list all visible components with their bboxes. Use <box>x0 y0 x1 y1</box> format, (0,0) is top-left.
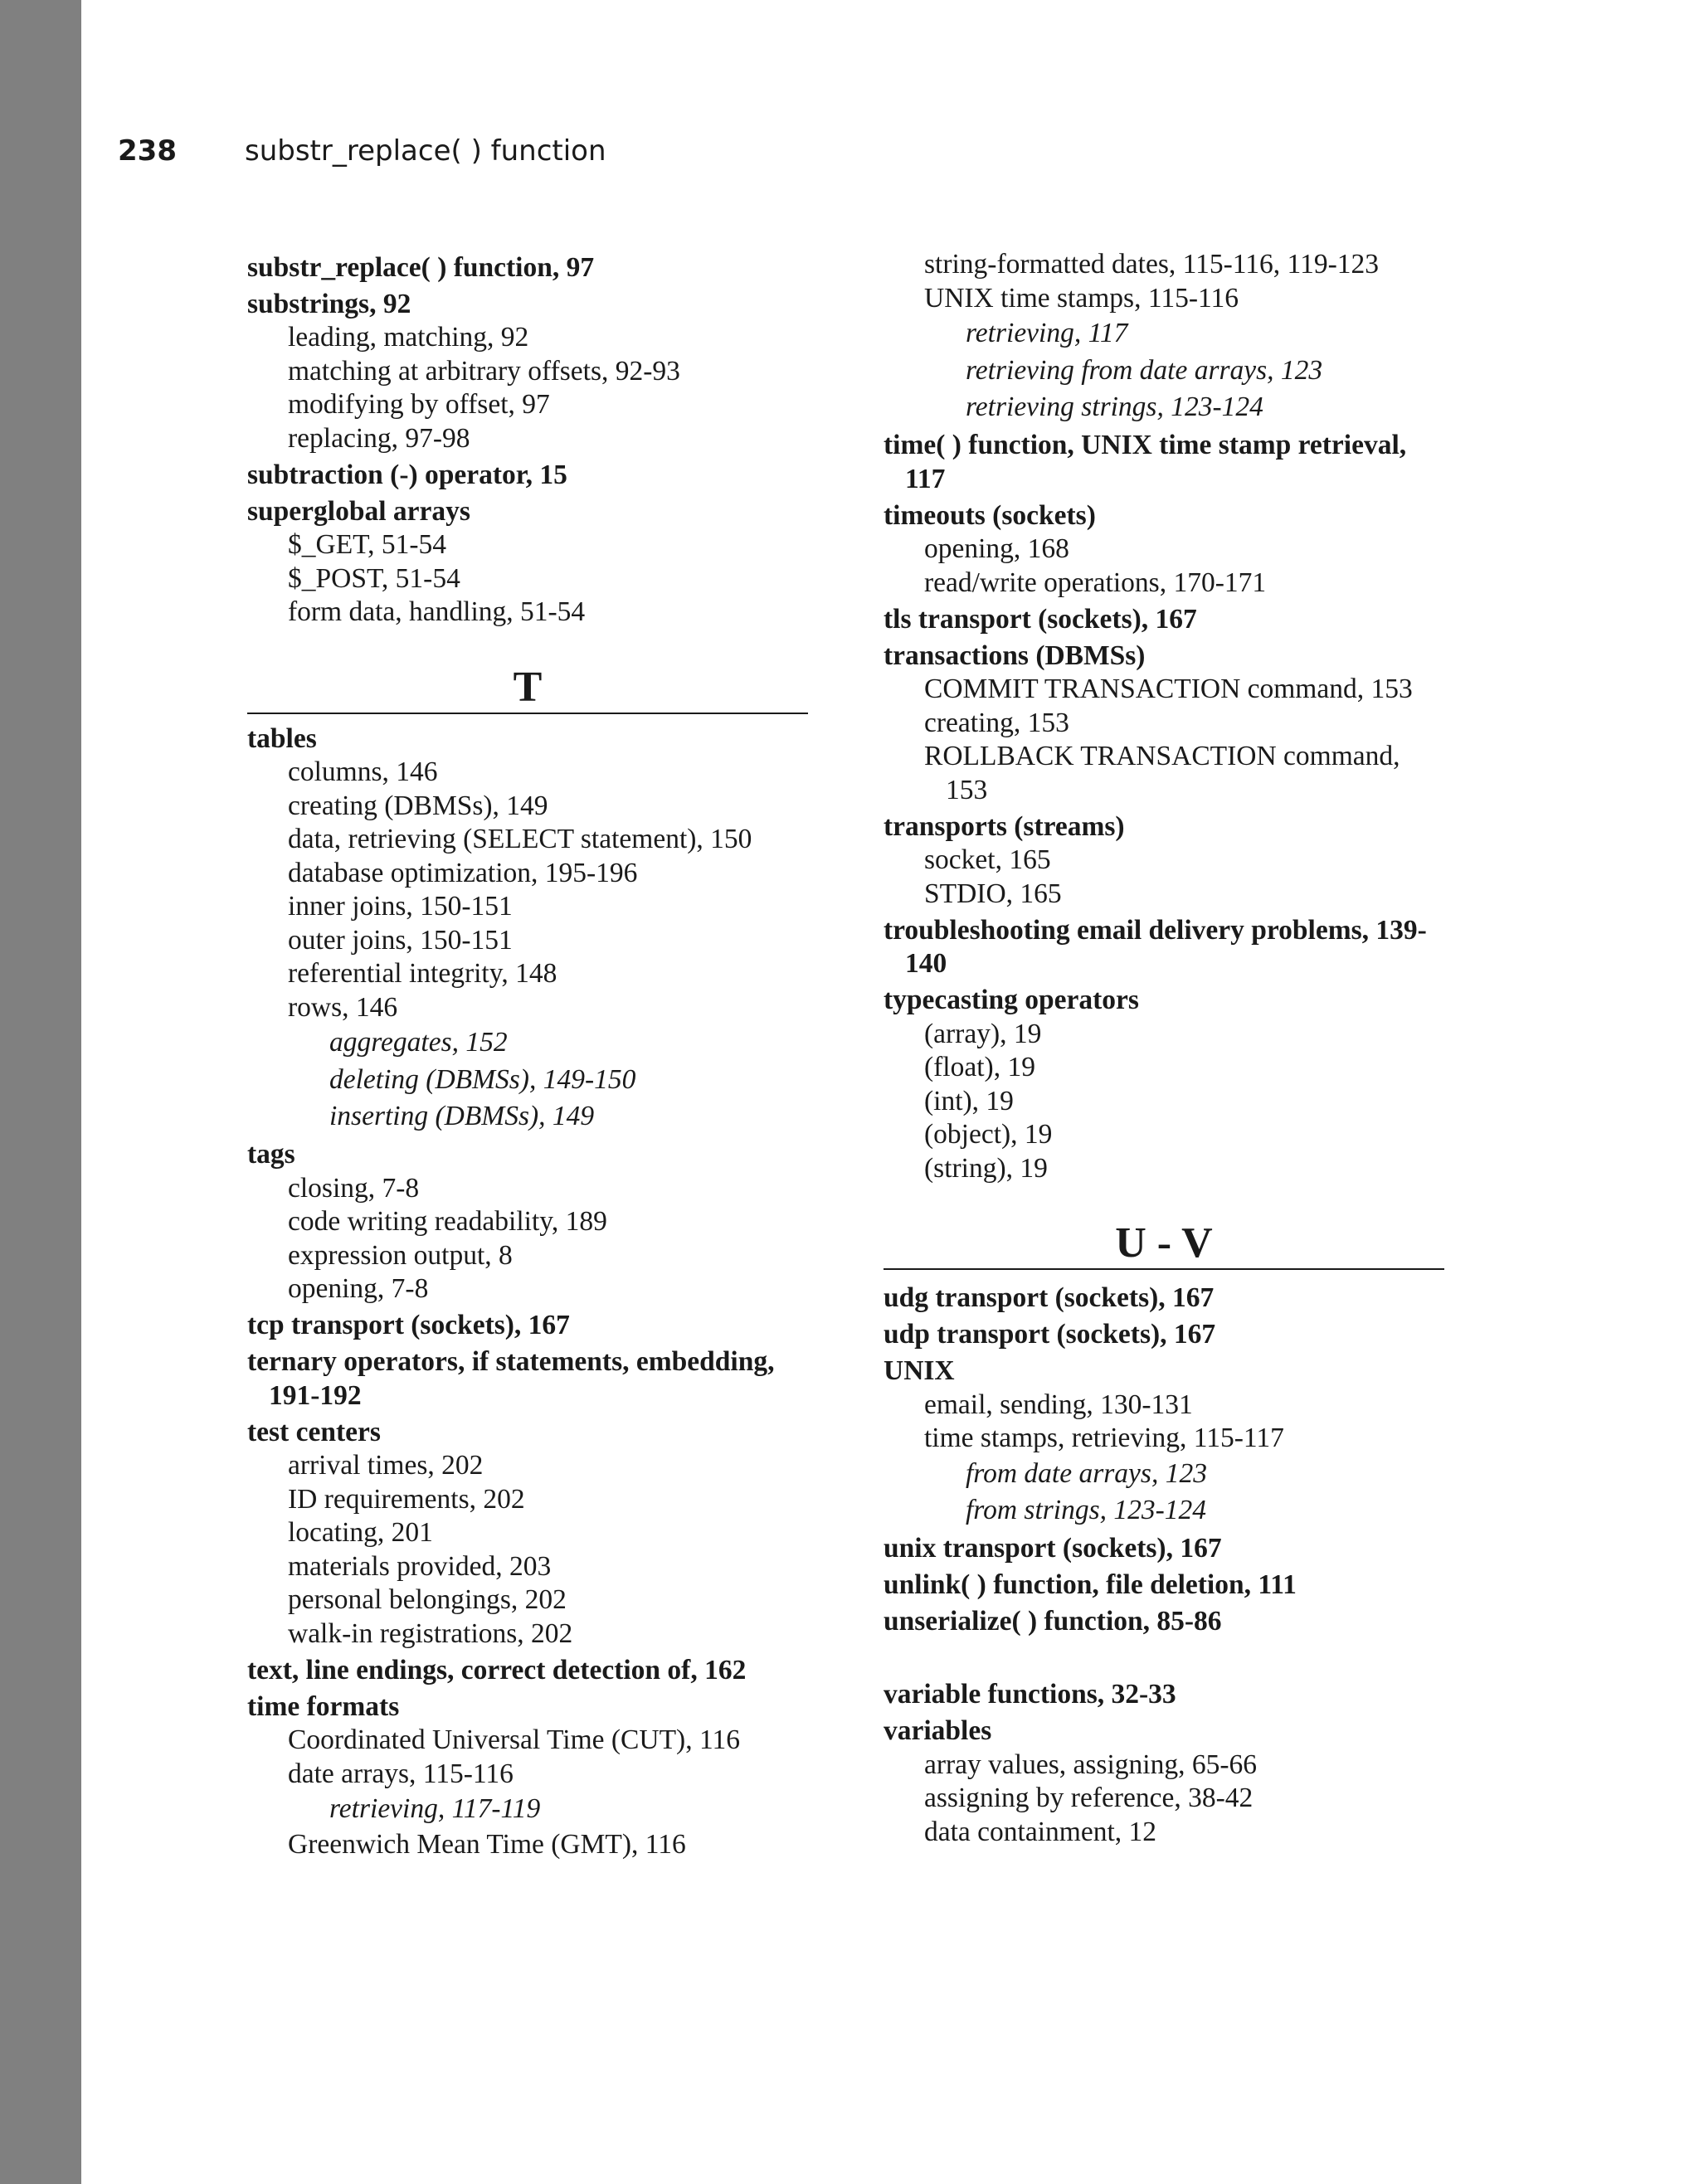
index-subentry: referential integrity, 148 <box>288 958 557 989</box>
index-column-left <box>247 248 811 1861</box>
index-entry-main: typecasting operators <box>884 985 1139 1015</box>
running-head: substr_replace( ) function <box>245 134 606 168</box>
index-subentry: UNIX time stamps, 115-116 <box>924 282 1239 314</box>
letter-gap <box>884 1639 1448 1676</box>
index-subentry: assigning by reference, 38-42 <box>924 1783 1254 1813</box>
index-entry-main: tables <box>247 722 317 754</box>
index-subsubentry: retrieving, 117-119 <box>329 1793 541 1824</box>
index-entry-main: text, line endings, correct detection of, 162 <box>247 1654 747 1685</box>
index-subsubentry: deleting (DBMSs), 149-150 <box>329 1063 636 1095</box>
entries-t-continued <box>884 248 1448 1185</box>
index-subentry: Greenwich Mean Time (GMT), 116 <box>288 1828 686 1860</box>
index-entry-main: variable functions, 32-33 <box>884 1679 1176 1710</box>
entries-s <box>247 251 811 630</box>
index-subentry: rows, 146 <box>288 991 398 1023</box>
index-subentry: ID requirements, 202 <box>288 1483 525 1515</box>
index-subentry: materials provided, 203 <box>288 1550 552 1582</box>
index-subentry: COMMIT TRANSACTION command, 153 <box>924 674 1413 704</box>
index-subentry: modifying by offset, 97 <box>288 389 550 420</box>
index-subentry: (int), 19 <box>924 1085 1014 1116</box>
index-entry-main: udp transport (sockets), 167 <box>884 1319 1216 1350</box>
index-entry-main: troubleshooting email delivery problems, 139-140 <box>884 914 1427 979</box>
index-subsubentry: aggregates, 152 <box>329 1027 508 1058</box>
index-subsubentry: inserting (DBMSs), 149 <box>329 1101 595 1131</box>
index-subentry: personal belongings, 202 <box>288 1584 567 1615</box>
index-entry-main: superglobal arrays <box>247 495 470 527</box>
index-subentry: leading, matching, 92 <box>288 322 529 353</box>
index-subentry: (object), 19 <box>924 1119 1053 1150</box>
index-subentry: expression output, 8 <box>288 1239 513 1271</box>
index-entry-main: tags <box>247 1139 295 1170</box>
index-subentry: matching at arbitrary offsets, 92-93 <box>288 355 680 387</box>
index-entry-main: time( ) function, UNIX time stamp retrieval, 117 <box>884 430 1407 494</box>
section-heading-uv: U - V <box>884 1218 1444 1270</box>
index-entry-main: tls transport (sockets), 167 <box>884 603 1197 635</box>
index-entry-main: unlink( ) function, file deletion, 111 <box>884 1569 1297 1600</box>
index-subentry: database optimization, 195-196 <box>288 857 638 888</box>
index-subentry: walk-in registrations, 202 <box>288 1617 573 1649</box>
index-subentry: string-formatted dates, 115-116, 119-123 <box>924 249 1379 280</box>
index-entry-main: UNIX <box>884 1355 955 1386</box>
index-entry-main: substr_replace( ) function, 97 <box>247 251 595 283</box>
entries-v <box>884 1678 1448 1849</box>
index-subsubentry: from strings, 123-124 <box>966 1495 1207 1525</box>
index-entry-main: timeouts (sockets) <box>884 499 1096 531</box>
index-subentry: outer joins, 150-151 <box>288 924 513 956</box>
index-subsubentry: retrieving strings, 123-124 <box>966 392 1263 422</box>
section-heading-t: T <box>247 663 808 714</box>
index-entry-main: subtraction (-) operator, 15 <box>247 459 567 490</box>
index-subentry: creating (DBMSs), 149 <box>288 790 548 821</box>
index-subentry: (array), 19 <box>924 1018 1042 1049</box>
index-subentry: closing, 7-8 <box>288 1172 420 1204</box>
index-subentry: Coordinated Universal Time (CUT), 116 <box>288 1724 740 1755</box>
index-subentry: date arrays, 115-116 <box>288 1758 514 1789</box>
index-entry-main: unix transport (sockets), 167 <box>884 1533 1222 1564</box>
index-subentry: time stamps, retrieving, 115-117 <box>924 1423 1284 1453</box>
index-subentry: form data, handling, 51-54 <box>288 596 586 627</box>
index-subentry: columns, 146 <box>288 756 438 787</box>
index-subentry: $_POST, 51-54 <box>288 562 460 594</box>
index-subentry: creating, 153 <box>924 707 1069 738</box>
index-subsubentry: retrieving from date arrays, 123 <box>966 354 1323 386</box>
index-subentry: $_GET, 51-54 <box>288 529 447 560</box>
index-subentry: ROLLBACK TRANSACTION command, 153 <box>924 741 1400 805</box>
index-subentry: array values, assigning, 65-66 <box>924 1749 1257 1780</box>
index-entry-main: time formats <box>247 1690 400 1722</box>
index-subentry: STDIO, 165 <box>924 878 1062 909</box>
index-subentry: data, retrieving (SELECT statement), 150 <box>288 824 752 854</box>
index-subsubentry: from date arrays, 123 <box>966 1457 1207 1489</box>
index-entry-main: variables <box>884 1715 992 1746</box>
index-entry-main: tcp transport (sockets), 167 <box>247 1310 570 1340</box>
index-subentry: opening, 7-8 <box>288 1273 429 1304</box>
index-column-right <box>884 248 1448 1849</box>
index-subentry: email, sending, 130-131 <box>924 1389 1193 1420</box>
index-subentry: replacing, 97-98 <box>288 422 470 454</box>
side-bar <box>0 0 81 2184</box>
index-subentry: arrival times, 202 <box>288 1450 484 1481</box>
index-subsubentry: retrieving, 117 <box>966 318 1128 348</box>
index-subentry: data containment, 12 <box>924 1816 1157 1847</box>
entries-t <box>247 722 811 1862</box>
index-subentry: code writing readability, 189 <box>288 1206 607 1237</box>
index-entry-main: ternary operators, if statements, embedding, 191-192 <box>247 1346 775 1411</box>
page-number: 238 <box>118 134 177 168</box>
index-entry-main: transports (streams) <box>884 810 1125 842</box>
index-entry-main: test centers <box>247 1416 381 1447</box>
index-entry-main: udg transport (sockets), 167 <box>884 1282 1215 1313</box>
index-subentry: (string), 19 <box>924 1152 1048 1184</box>
index-subentry: socket, 165 <box>924 844 1051 875</box>
index-entry-main: transactions (DBMSs) <box>884 640 1146 671</box>
index-subentry: opening, 168 <box>924 533 1069 564</box>
index-entry-main: unserialize( ) function, 85-86 <box>884 1606 1222 1637</box>
entries-u <box>884 1282 1448 1639</box>
index-subentry: (float), 19 <box>924 1052 1035 1082</box>
index-entry-main: substrings, 92 <box>247 288 411 319</box>
index-subentry: inner joins, 150-151 <box>288 891 513 922</box>
index-subentry: locating, 201 <box>288 1517 433 1548</box>
index-subentry: read/write operations, 170-171 <box>924 567 1267 598</box>
